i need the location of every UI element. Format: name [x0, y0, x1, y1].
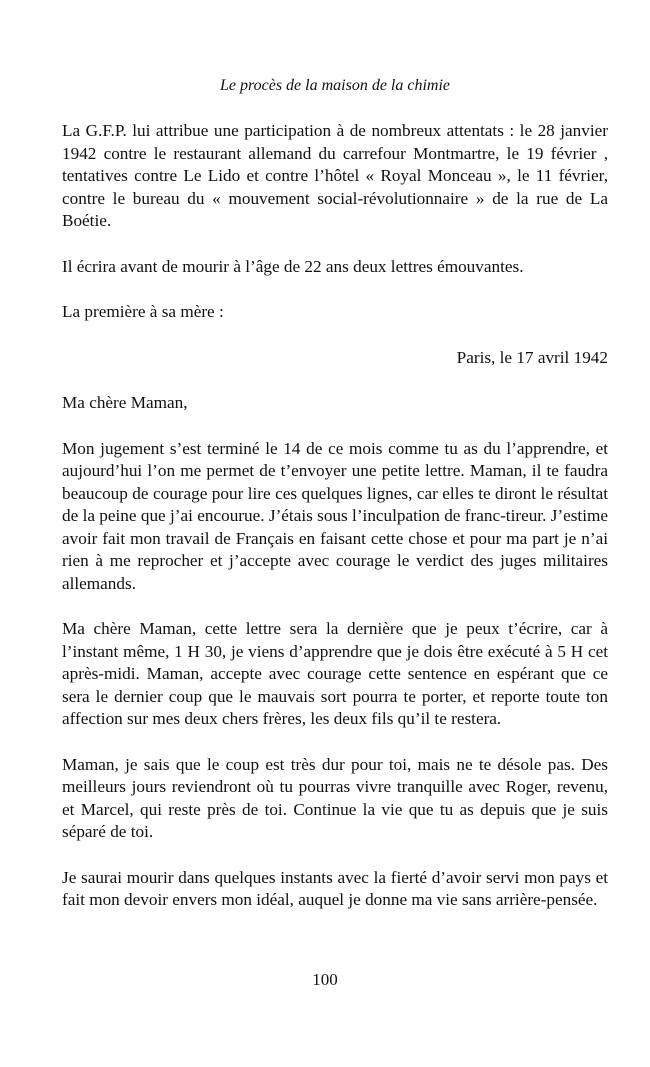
letter-salutation: Ma chère Maman, — [62, 393, 188, 412]
letter-dateline: Paris, le 17 avril 1942 — [456, 347, 608, 367]
paragraph-gap — [62, 233, 608, 256]
running-title: Le procès de la maison de la chimie — [219, 77, 451, 94]
letter-paragraph-consolation: Maman, je sais que le coup est très dur pour toi, mais ne te désole pas. Des meilleurs jours reviendront où tu pourras vivre tranquille avec Roger, revenu, et Marcel, qui reste près de toi. Continue la vie que tu as depuis que je suis séparé de toi. — [62, 754, 608, 841]
letter-paragraph-ideal: Je saurai mourir dans quelques instants avec la fierté d’avoir servi mon pays et fait mon devoir envers mon idéal, auquel je donne ma vie sans arrière-pensée. — [62, 867, 608, 909]
paragraph-attentats: La G.F.P. lui attribue une participation à de nombreux attentats : le 28 janvier 1942 contre le restaurant allemand du carrefour Montmartre, le 19 février , tentatives contre Le Lido et contre l’hôtel « Royal Monceau », le 11 février, contre le bureau du « mouvement social-révolutionnaire » de la rue de La Boétie. — [62, 121, 608, 230]
paragraph-gap — [62, 415, 608, 438]
paragraph-gap — [62, 731, 608, 754]
paragraph-gap — [62, 278, 608, 301]
book-page — [62, 76, 608, 912]
paragraph-two-letters: Il écrira avant de mourir à l’âge de 22 ans deux lettres émouvantes. — [62, 256, 524, 276]
paragraph-first-letter-intro: La première à sa mère : — [62, 302, 224, 321]
letter-paragraph-execution: Ma chère Maman, cette lettre sera la dernière que je peux t’écrire, car à l’instant même, 1 H 30, je viens d’apprendre que je dois être exécuté à 5 H cet après-midi. Maman, accepte avec courage cette sentence en espérant que ce sera le dernier coup que le mauvais sort pourra te porter, et reporte toute ton affection sur mes deux chers frères, les deux fils qu’il te restera. — [62, 619, 608, 728]
paragraph-gap — [62, 369, 608, 392]
paragraph-gap — [62, 324, 608, 347]
paragraph-gap — [62, 844, 608, 867]
letter-paragraph-judgement: Mon jugement s’est terminé le 14 de ce mois comme tu as du l’apprendre, et aujourd’hui l’on me permet de t’envoyer une petite lettre. Maman, il te faudra beaucoup de courage pour lire ces quelques lignes, car elles te diront le résultat de la peine que j’ai encourue. J’étais sous l’inculpation de franc-tireur. J’estime avoir fait mon travail de Français en faisant cette chose et pour ma part je n’ai rien à me reprocher et j’accepte avec courage le verdict des juges militaires allemands. — [62, 438, 608, 593]
paragraph-gap — [62, 595, 608, 618]
page-number: 100 — [312, 970, 338, 989]
